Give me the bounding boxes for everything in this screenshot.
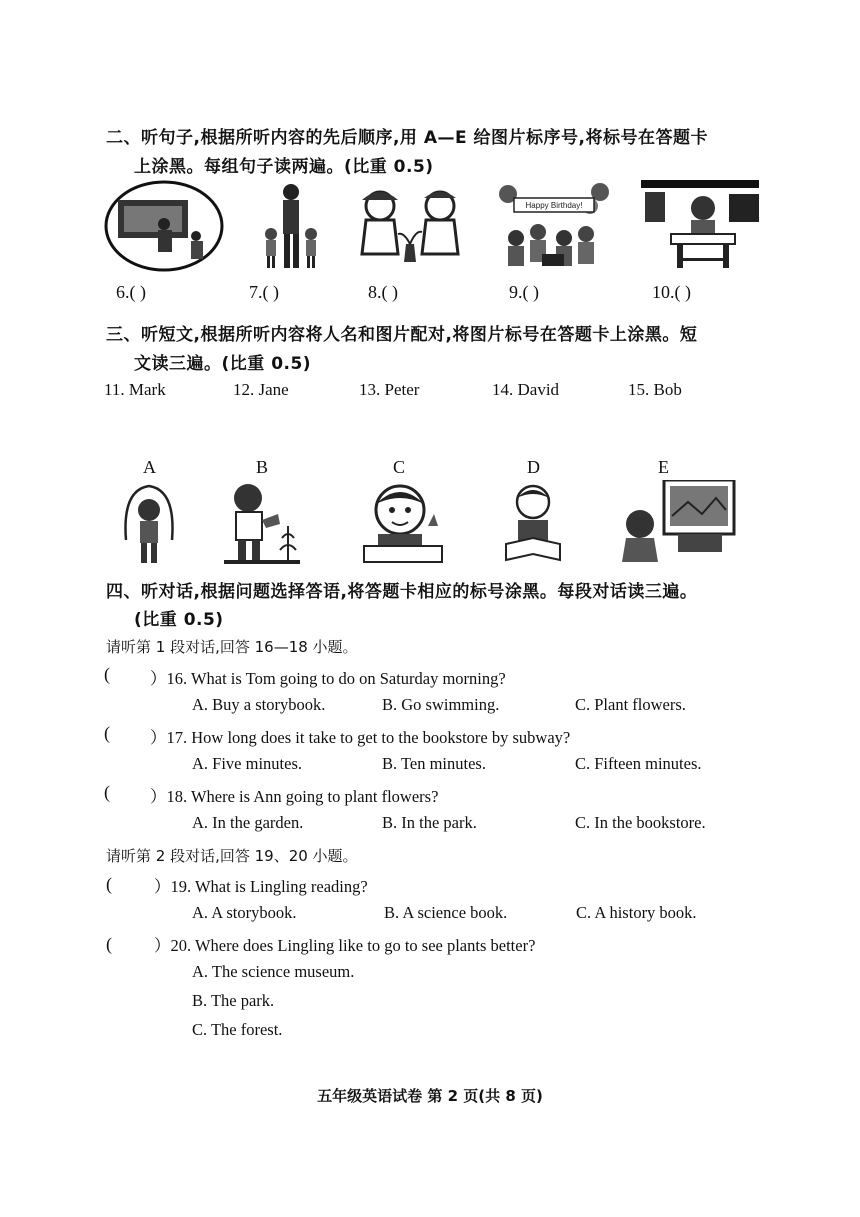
- name-14: 14. David: [492, 380, 560, 399]
- dialogue-2-instruction: 请听第 2 段对话,回答 19、20 小题。: [106, 847, 358, 865]
- answer-label-10: 10.( ): [652, 282, 691, 302]
- option-16c: C. Plant flowers.: [575, 695, 686, 714]
- letter-c: C: [393, 457, 406, 477]
- picture-boy-reading-book: [502, 480, 564, 566]
- option-17a: A. Five minutes.: [192, 754, 302, 773]
- picture-girl-at-desk: [641, 180, 759, 272]
- letter-b: B: [256, 457, 269, 477]
- section3-heading-line1: 三、听短文,根据所听内容将人名和图片配对,将图片标号在答题卡上涂黑。短: [106, 325, 698, 345]
- letter-a: A: [143, 457, 156, 477]
- section2-heading-line2: 上涂黑。每组句子读两遍。(比重 0.5): [134, 157, 434, 177]
- question-20: ）20. Where does Lingling like to go to see plants better?: [154, 936, 536, 955]
- section4-heading-line1: 四、听对话,根据问题选择答语,将答题卡相应的标号涂黑。每段对话读三遍。: [106, 582, 698, 602]
- option-17b: B. Ten minutes.: [382, 754, 486, 773]
- picture-girl-watching-tv: [618, 480, 738, 566]
- section3-heading-line2: 文读三遍。(比重 0.5): [134, 354, 312, 374]
- letter-d: D: [527, 457, 540, 477]
- option-19c: C. A history book.: [576, 903, 697, 922]
- picture-boy-watering-plants: [222, 480, 302, 566]
- answer-label-9: 9.( ): [509, 282, 539, 302]
- option-19a: A. A storybook.: [192, 903, 297, 922]
- answer-label-6: 6.( ): [116, 282, 146, 302]
- option-16a: A. Buy a storybook.: [192, 695, 326, 714]
- section4-heading-line2: (比重 0.5): [134, 610, 224, 630]
- question-17: ）17. How long does it take to get to the bookstore by subway?: [150, 728, 571, 747]
- question-18: ）18. Where is Ann going to plant flowers?: [150, 787, 439, 806]
- option-16b: B. Go swimming.: [382, 695, 500, 714]
- name-12: 12. Jane: [233, 380, 289, 399]
- picture-kids-planting: [354, 184, 470, 266]
- picture-girl-jumping-rope: [118, 480, 180, 570]
- option-17c: C. Fifteen minutes.: [575, 754, 702, 773]
- page-footer: 五年级英语试卷 第 2 页(共 8 页): [317, 1087, 543, 1105]
- question-19: ）19. What is Lingling reading?: [154, 877, 368, 896]
- letter-e: E: [658, 457, 669, 477]
- name-11: 11. Mark: [104, 380, 166, 399]
- name-13: 13. Peter: [359, 380, 420, 399]
- section2-heading-line1: 二、听句子,根据所听内容的先后顺序,用 A—E 给图片标序号,将标号在答题卡: [106, 128, 708, 148]
- question-16: ）16. What is Tom going to do on Saturday morning?: [150, 669, 506, 688]
- option-18b: B. In the park.: [382, 813, 477, 832]
- option-20a: A. The science museum.: [192, 962, 355, 981]
- option-20c: C. The forest.: [192, 1020, 283, 1039]
- option-18a: A. In the garden.: [192, 813, 304, 832]
- answer-paren-17: (: [104, 723, 110, 743]
- answer-paren-20: (: [106, 934, 112, 954]
- answer-paren-18: (: [104, 782, 110, 802]
- option-20b: B. The park.: [192, 991, 275, 1010]
- option-19b: B. A science book.: [384, 903, 508, 922]
- answer-label-7: 7.( ): [249, 282, 279, 302]
- name-15: 15. Bob: [628, 380, 682, 399]
- answer-paren-19: (: [106, 874, 112, 894]
- birthday-banner-text: Happy Birthday!: [525, 201, 583, 210]
- picture-birthday-party: [494, 180, 614, 272]
- picture-classroom-board: [104, 180, 224, 272]
- picture-father-children: [262, 182, 320, 272]
- answer-label-8: 8.( ): [368, 282, 398, 302]
- answer-paren-16: (: [104, 664, 110, 684]
- option-18c: C. In the bookstore.: [575, 813, 706, 832]
- dialogue-1-instruction: 请听第 1 段对话,回答 16—18 小题。: [106, 638, 358, 656]
- picture-boy-studying: [358, 480, 448, 566]
